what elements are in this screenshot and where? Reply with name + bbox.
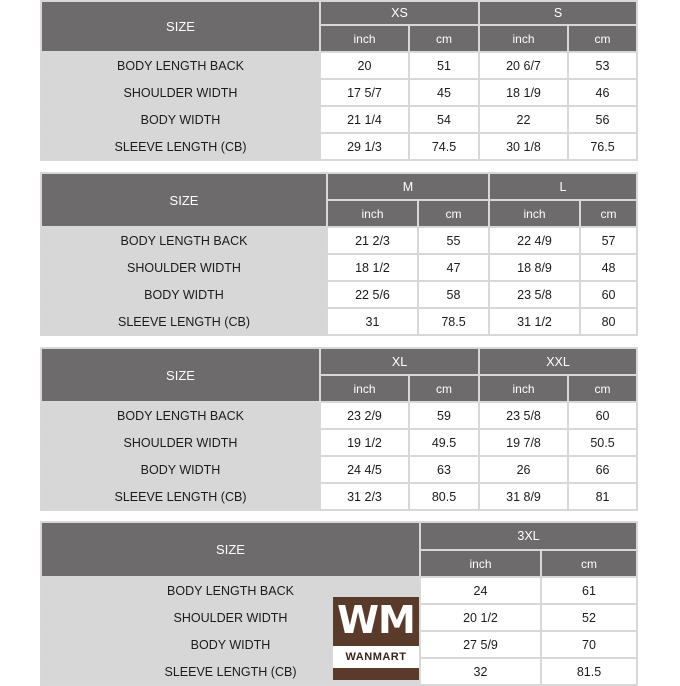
value-cell: 57 — [580, 227, 637, 254]
table-row — [41, 227, 637, 254]
value-cell: 51 — [409, 52, 479, 79]
value-cell: 70 — [541, 631, 637, 658]
value-cell: 27 5/9 — [420, 631, 541, 658]
value-cell: 58 — [418, 281, 489, 308]
value-cell: 22 5/6 — [327, 281, 418, 308]
size-header: SIZE — [41, 522, 420, 577]
size-header: SIZE — [41, 173, 327, 227]
value-cell: 50.5 — [568, 429, 637, 456]
value-cell: 31 2/3 — [320, 483, 409, 510]
unit-inch: inch — [420, 550, 541, 577]
measurement-label: SHOULDER WIDTH — [41, 429, 320, 456]
wanmart-logo — [333, 597, 419, 680]
measurement-label: SHOULDER WIDTH — [41, 79, 320, 106]
value-cell: 19 7/8 — [479, 429, 568, 456]
value-cell: 52 — [541, 604, 637, 631]
value-cell: 80.5 — [409, 483, 479, 510]
value-cell: 53 — [568, 52, 637, 79]
value-cell: 18 1/2 — [327, 254, 418, 281]
unit-cm: cm — [568, 25, 637, 52]
logo-brand-name: WANMART — [345, 651, 407, 663]
measurement-label: BODY WIDTH — [41, 281, 327, 308]
size-col-s: S — [479, 1, 637, 25]
value-cell: 59 — [409, 402, 479, 429]
value-cell: 20 1/2 — [420, 604, 541, 631]
measurement-label: BODY WIDTH — [41, 631, 420, 658]
unit-cm: cm — [541, 550, 637, 577]
value-cell: 20 6/7 — [479, 52, 568, 79]
value-cell: 81.5 — [541, 658, 637, 685]
value-cell: 32 — [420, 658, 541, 685]
size-table-m-l — [40, 172, 638, 336]
value-cell: 24 4/5 — [320, 456, 409, 483]
value-cell: 23 5/8 — [489, 281, 580, 308]
value-cell: 78.5 — [418, 308, 489, 335]
measurement-label: SLEEVE LENGTH (CB) — [41, 658, 420, 685]
value-cell: 54 — [409, 106, 479, 133]
value-cell: 76.5 — [568, 133, 637, 160]
value-cell: 26 — [479, 456, 568, 483]
value-cell: 18 8/9 — [489, 254, 580, 281]
value-cell: 56 — [568, 106, 637, 133]
unit-cm: cm — [580, 200, 637, 227]
table-row — [41, 254, 637, 281]
logo-monogram: WM — [337, 598, 415, 642]
value-cell: 31 1/2 — [489, 308, 580, 335]
table-row — [41, 402, 637, 429]
size-table-xl-xxl — [40, 347, 638, 511]
table-row — [41, 308, 637, 335]
value-cell: 60 — [568, 402, 637, 429]
value-cell: 30 1/8 — [479, 133, 568, 160]
size-col-l: L — [489, 173, 637, 200]
table-row — [41, 52, 637, 79]
unit-inch: inch — [327, 200, 418, 227]
unit-cm: cm — [418, 200, 489, 227]
unit-inch: inch — [320, 25, 409, 52]
size-header: SIZE — [41, 1, 320, 52]
value-cell: 21 2/3 — [327, 227, 418, 254]
table-row — [41, 429, 637, 456]
value-cell: 80 — [580, 308, 637, 335]
size-col-xl: XL — [320, 348, 479, 375]
measurement-label: SHOULDER WIDTH — [41, 254, 327, 281]
value-cell: 31 — [327, 308, 418, 335]
unit-inch: inch — [479, 375, 568, 402]
measurement-label: SHOULDER WIDTH — [41, 604, 420, 631]
value-cell: 63 — [409, 456, 479, 483]
size-chart-xs-s — [40, 0, 636, 161]
table-row — [41, 106, 637, 133]
unit-cm: cm — [409, 25, 479, 52]
measurement-label: BODY LENGTH BACK — [41, 227, 327, 254]
unit-inch: inch — [479, 25, 568, 52]
table-row — [41, 456, 637, 483]
size-chart-m-l — [40, 172, 636, 336]
unit-cm: cm — [409, 375, 479, 402]
measurement-label: SLEEVE LENGTH (CB) — [41, 133, 320, 160]
measurement-label: SLEEVE LENGTH (CB) — [41, 483, 320, 510]
value-cell: 24 — [420, 577, 541, 604]
value-cell: 31 8/9 — [479, 483, 568, 510]
value-cell: 21 1/4 — [320, 106, 409, 133]
measurement-label: BODY LENGTH BACK — [41, 52, 320, 79]
value-cell: 48 — [580, 254, 637, 281]
measurement-label: BODY WIDTH — [41, 456, 320, 483]
table-row — [41, 281, 637, 308]
value-cell: 61 — [541, 577, 637, 604]
value-cell: 66 — [568, 456, 637, 483]
unit-inch: inch — [489, 200, 580, 227]
value-cell: 60 — [580, 281, 637, 308]
value-cell: 22 4/9 — [489, 227, 580, 254]
value-cell: 18 1/9 — [479, 79, 568, 106]
value-cell: 81 — [568, 483, 637, 510]
value-cell: 23 2/9 — [320, 402, 409, 429]
size-chart-xl-xxl — [40, 347, 636, 511]
value-cell: 74.5 — [409, 133, 479, 160]
value-cell: 46 — [568, 79, 637, 106]
value-cell: 29 1/3 — [320, 133, 409, 160]
size-table-xs-s — [40, 0, 638, 161]
value-cell: 20 — [320, 52, 409, 79]
unit-inch: inch — [320, 375, 409, 402]
unit-cm: cm — [568, 375, 637, 402]
value-cell: 23 5/8 — [479, 402, 568, 429]
measurement-label: BODY LENGTH BACK — [41, 402, 320, 429]
measurement-label: BODY WIDTH — [41, 106, 320, 133]
measurement-label: SLEEVE LENGTH (CB) — [41, 308, 327, 335]
value-cell: 22 — [479, 106, 568, 133]
table-row — [41, 79, 637, 106]
value-cell: 55 — [418, 227, 489, 254]
value-cell: 47 — [418, 254, 489, 281]
size-col-xs: XS — [320, 1, 479, 25]
size-col-m: M — [327, 173, 489, 200]
value-cell: 19 1/2 — [320, 429, 409, 456]
value-cell: 17 5/7 — [320, 79, 409, 106]
value-cell: 45 — [409, 79, 479, 106]
size-col-xxl: XXL — [479, 348, 637, 375]
size-col-3xl: 3XL — [420, 522, 637, 550]
table-row — [41, 133, 637, 160]
value-cell: 49.5 — [409, 429, 479, 456]
table-row — [41, 483, 637, 510]
size-header: SIZE — [41, 348, 320, 402]
measurement-label: BODY LENGTH BACK — [41, 577, 420, 604]
